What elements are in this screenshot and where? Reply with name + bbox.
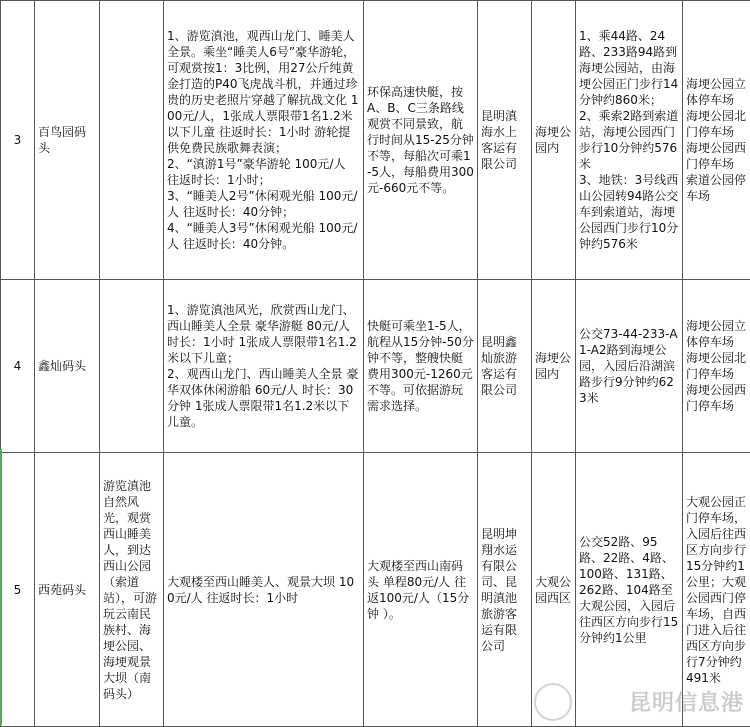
- scenery-cell: [100, 1, 164, 280]
- watermark-logo-icon: [534, 683, 572, 721]
- tour-project-cell: 1、游览滇池风光，欣赏西山龙门、西山睡美人全景 豪华游艇 80元/人 时长：1小时 1张成人票限带1名1.2米以下儿童； 2、观西山龙门、西山睡美人全景 豪华双体休闲游船 60元/人 时长：30分钟 1张成人票限带1名1.2米以下儿童。: [164, 280, 364, 453]
- transport-cell: 1、乘44路、24路、233路94路到海埂公园站，由海埂公园正门步行14分钟约860米； 2、乘索2路到索道站，海埂公园西门步行10分钟约576米 3、地铁：3号线西山公园转94路公交车到索道站，海埂公园西门步行10分钟约576米: [576, 1, 683, 280]
- remark-cell: 环保高速快艇，按A、B、C三条路线观赏不同景致，航行时间从15-25分钟不等，每船次可乘1-5人，每船费用300元-660元不等。: [364, 1, 478, 280]
- operator-company: 昆明鑫灿旅游客运有限公司: [478, 280, 532, 453]
- remark-cell: 快艇可乘坐1-5人，航程从15分钟-50分钟不等，整艘快艇费用300元-1260元不等。可依据游玩需求选择。: [364, 280, 478, 453]
- pier-name: 百鸟园码头: [35, 1, 100, 280]
- selection-marker: [0, 449, 2, 725]
- parking-cell: 海埂公园立体停车场 海埂公园北门停车场 海埂公园西门停车场 索道公园停车场: [683, 1, 750, 280]
- watermark-text: 昆明信息港: [629, 686, 744, 717]
- tour-project-cell: 大观楼至西山睡美人、观景大坝 100元/人 往返时长：1小时: [164, 453, 364, 727]
- row-number: 3: [1, 1, 35, 280]
- parking-cell: 大观公园正门停车场，入园后往西区方向步行15分钟约1公里；大观公园西门停车场，自西门进入后往西区方向步行7分钟约491米: [683, 453, 750, 727]
- location-cell: 海埂公园内: [532, 280, 576, 453]
- transport-cell: 公交52路、95路、22路、4路、100路、131路、262路、104路至大观公园，入园后往西区方向步行15分钟约1公里: [576, 453, 683, 727]
- operator-company: 昆明坤翔水运有限公司、昆明滇池旅游客运有限公司: [478, 453, 532, 727]
- location-cell: 海埂公园内: [532, 1, 576, 280]
- tour-project-cell: 1、游览滇池，观西山龙门、睡美人全景。乘坐“睡美人6号”豪华游轮，可观赏按1：3比例，用27公斤纯黄金打造的P40飞虎战斗机，并通过珍贵的历史老照片穿越了解抗战文化 100元/人，1张成人票限带1名1.2米以下儿童 往返时长：1小时 游轮提供免费民族歌舞表演； 2、“滇游1号”豪华游轮 100元/人 往返时长：1小时； 3、“睡美人2号”休闲观光船 100元/人 往返时长：40分钟； 4、“睡美人3号”休闲观光船 100元/人 往返时长：40分钟。: [164, 1, 364, 280]
- pier-name: 鑫灿码头: [35, 280, 100, 453]
- pier-name: 西苑码头: [35, 453, 100, 727]
- scenery-cell: [100, 280, 164, 453]
- location-cell: 大观公园西区: [532, 453, 576, 727]
- scenery-cell: 游览滇池自然风光，观赏西山睡美人，到达西山公园（索道站），可游玩云南民族村、海埂公园、海埂观景大坝（南码头）: [100, 453, 164, 727]
- table-row: [1, 1, 750, 280]
- row-number: 5: [1, 453, 35, 727]
- row-number: 4: [1, 280, 35, 453]
- operator-company: 昆明滇海水上客运有限公司: [478, 1, 532, 280]
- transport-cell: 公交73-44-233-A1-A2路到海埂公园，入园后沿湖滨路步行9分钟约623米: [576, 280, 683, 453]
- remark-cell: 大观楼至西山南码头 单程80元/人 往返100元/人（15分钟 ）。: [364, 453, 478, 727]
- parking-cell: 海埂公园立体停车场 海埂公园北门停车场 海埂公园西门停车场: [683, 280, 750, 453]
- table-row: [1, 280, 750, 453]
